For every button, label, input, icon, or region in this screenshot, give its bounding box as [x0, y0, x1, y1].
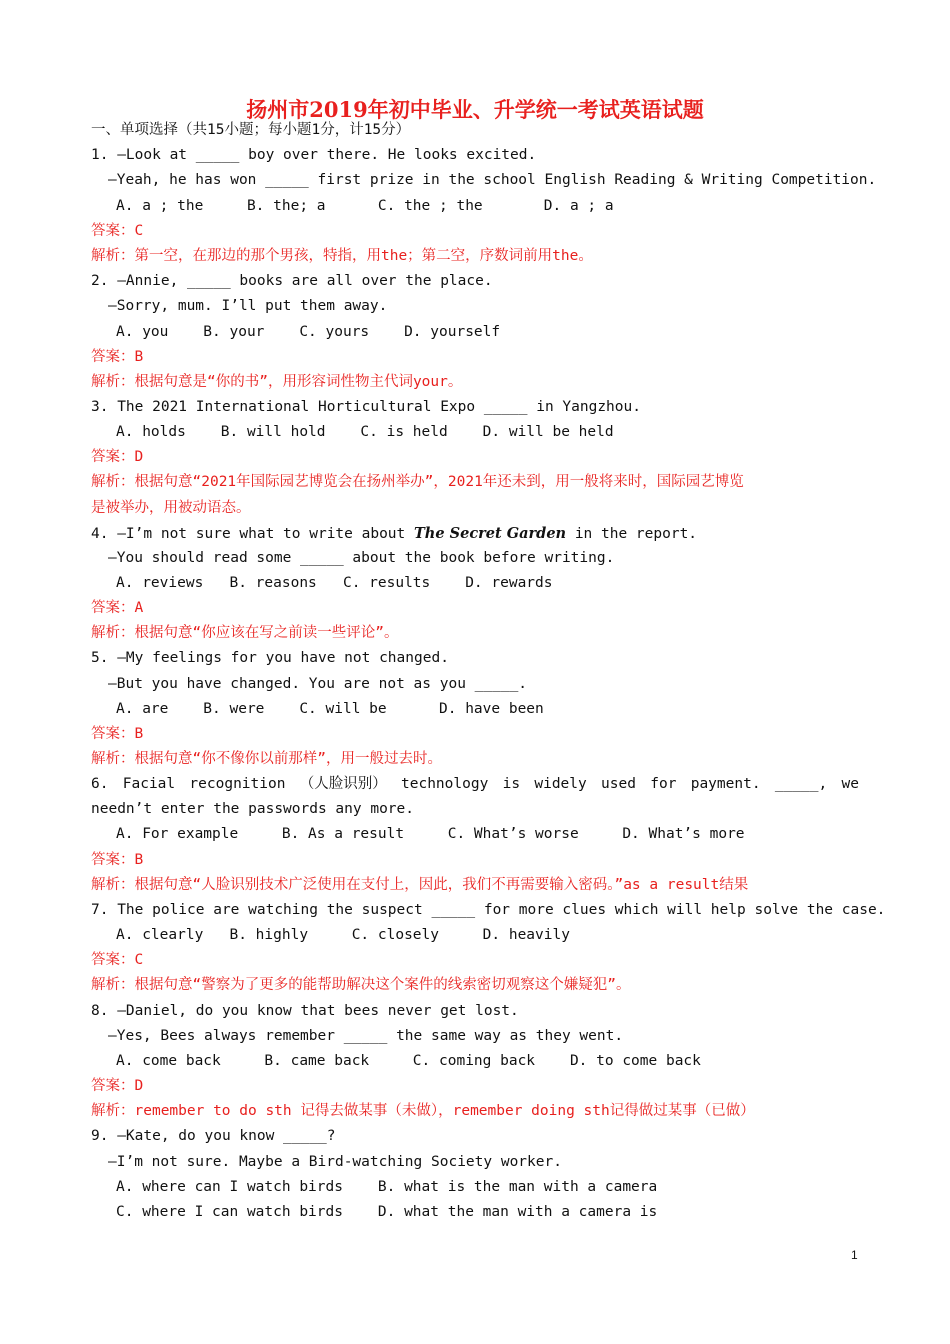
question-4-options: A. reviews B. reasons C. results D. rewards [116, 575, 553, 591]
question-8-analysis: 解析：remember to do sth 记得去做某事（未做），remember doing sth记得做过某事（已做） [91, 1103, 755, 1119]
q6-word: （人脸识别） [299, 776, 387, 792]
question-2-line2: —Sorry, mum. I’ll put them away. [108, 298, 388, 314]
q6-word: for [650, 776, 677, 792]
question-4-text-after: in the report. [566, 526, 698, 542]
question-6-line1 [91, 772, 859, 797]
question-5-answer: 答案：B [91, 726, 144, 742]
question-1-answer: 答案：C [91, 223, 144, 239]
question-9-options-1: A. where can I watch birds B. what is the man with a camera [116, 1179, 658, 1195]
q6-word: is [502, 776, 521, 792]
question-7-line1: 7. The police are watching the suspect _____ for more clues which will help solve the case. [91, 902, 886, 918]
question-8-line1: 8. —Daniel, do you know that bees never get lost. [91, 1003, 519, 1019]
q6-word: Facial [122, 776, 176, 792]
question-3-line1: 3. The 2021 International Horticultural Expo _____ in Yangzhou. [91, 399, 641, 415]
q6-word: recognition [189, 776, 286, 792]
question-5-analysis: 解析：根据句意“你不像你以前那样”，用一般过去时。 [91, 751, 442, 767]
q6-word: we [841, 776, 859, 792]
question-8-options: A. come back B. came back C. coming back D. to come back [116, 1053, 701, 1069]
question-2-analysis: 解析：根据句意是“你的书”，用形容词性物主代词your。 [91, 374, 463, 390]
question-1-line1: 1. —Look at _____ boy over there. He looks excited. [91, 147, 537, 163]
question-1-line2: —Yeah, he has won _____ first prize in the school English Reading & Writing Competition. [108, 172, 877, 188]
q6-word: 6. [91, 776, 109, 792]
question-4-text-before: 4. —I’m not sure what to write about [91, 526, 415, 542]
question-9-line2: —I’m not sure. Maybe a Bird-watching Society worker. [108, 1154, 562, 1170]
question-7-options: A. clearly B. highly C. closely D. heavily [116, 927, 570, 943]
book-title: The Secret Garden [414, 525, 567, 542]
question-3-analysis-line1: 解析：根据句意“2021年国际园艺博览会在扬州举办”，2021年还未到，用一般将来时，国际园艺博览 [91, 474, 744, 490]
question-2-line1: 2. —Annie, _____ books are all over the place. [91, 273, 493, 289]
question-9-line1: 9. —Kate, do you know _____? [91, 1128, 336, 1144]
question-8-line2: —Yes, Bees always remember _____ the same way as they went. [108, 1028, 624, 1044]
question-8-answer: 答案：D [91, 1078, 144, 1094]
question-4-line1 [91, 521, 697, 546]
question-5-options: A. are B. were C. will be D. have been [116, 701, 544, 717]
q6-word: _____, [774, 776, 828, 792]
question-6-options: A. For example B. As a result C. What’s worse D. What’s more [116, 826, 745, 842]
question-4-line2: —You should read some _____ about the book before writing. [108, 550, 615, 566]
question-6-analysis: 解析：根据句意“人脸识别技术广泛使用在支付上，因此，我们不再需要输入密码。”as a result结果 [91, 877, 749, 893]
section-heading: 一、单项选择（共15小题；每小题1分，计15分） [91, 122, 411, 138]
question-6-line2: needn’t enter the passwords any more. [91, 801, 415, 817]
question-7-analysis: 解析：根据句意“警察为了更多的能帮助解决这个案件的线索密切观察这个嫌疑犯”。 [91, 977, 631, 993]
page-title: 扬州市2019年初中毕业、升学统一考试英语试题 [246, 97, 704, 122]
question-9-options-2: C. where I can watch birds D. what the man with a camera is [116, 1204, 658, 1220]
q6-word: used [601, 776, 636, 792]
question-5-line2: —But you have changed. You are not as you _____. [108, 676, 528, 692]
question-2-options: A. you B. your C. yours D. yourself [116, 324, 501, 340]
question-6-answer: 答案：B [91, 852, 144, 868]
question-1-analysis: 解析：第一空，在那边的那个男孩，特指，用the；第二空，序数词前用the。 [91, 248, 593, 264]
question-3-analysis-line2: 是被举办，用被动语态。 [91, 500, 251, 516]
question-5-line1: 5. —My feelings for you have not changed. [91, 650, 449, 666]
question-7-answer: 答案：C [91, 952, 144, 968]
question-1-options: A. a ; the B. the; a C. the ; the D. a ; a [116, 198, 614, 214]
question-4-analysis: 解析：根据句意“你应该在写之前读一些评论”。 [91, 625, 399, 641]
q6-word: widely [534, 776, 587, 792]
question-3-options: A. holds B. will hold C. is held D. will be held [116, 424, 614, 440]
page-number: 1 [851, 1248, 858, 1262]
question-2-answer: 答案：B [91, 349, 144, 365]
question-3-answer: 答案：D [91, 449, 144, 465]
question-4-answer: 答案：A [91, 600, 144, 616]
q6-word: payment. [690, 776, 761, 792]
q6-word: technology [401, 776, 489, 792]
